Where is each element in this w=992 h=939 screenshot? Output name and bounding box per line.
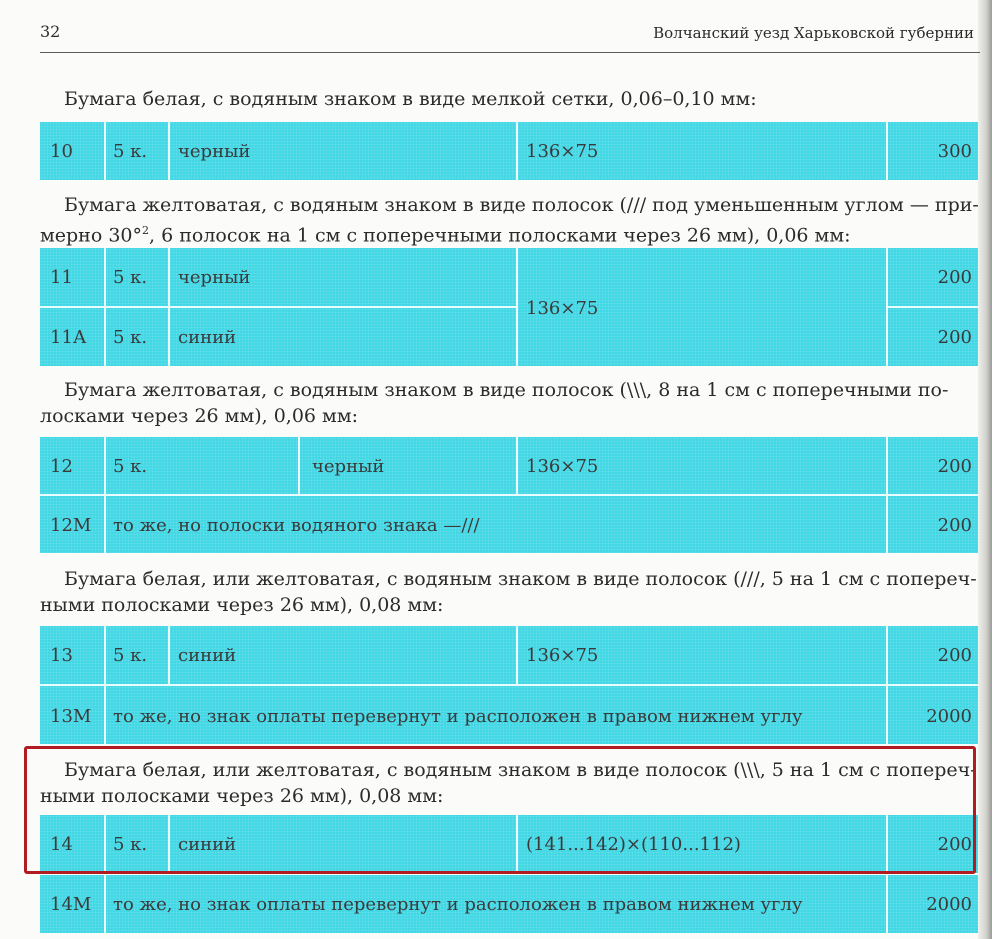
description-line: Бумага белая, или желтоватая, с водяным знаком в виде полосок (///, 5 на 1 см с попереч- bbox=[64, 568, 977, 590]
circulation: 200 bbox=[937, 456, 972, 477]
stamp-color: черный bbox=[178, 141, 251, 162]
circulation: 200 bbox=[937, 267, 972, 288]
description-line: ными полосками через 26 мм), 0,08 мм: bbox=[40, 785, 444, 807]
circulation: 200 bbox=[937, 327, 972, 348]
section-3-description bbox=[40, 377, 980, 429]
face-value: 5 к. bbox=[113, 267, 148, 288]
stamp-table-13 bbox=[40, 626, 978, 744]
stamp-size: 136×75 bbox=[526, 456, 599, 477]
description-line: Бумага белая, с водяным знаком в виде мелкой сетки, 0,06–0,10 мм: bbox=[64, 88, 757, 110]
catalog-number: 11А bbox=[50, 327, 87, 348]
stamp-color: черный bbox=[178, 267, 251, 288]
face-value: 5 к. bbox=[113, 645, 148, 666]
stamp-color: черный bbox=[312, 456, 385, 477]
stamp-color: синий bbox=[178, 834, 237, 855]
stamp-color: синий bbox=[178, 327, 237, 348]
catalog-number: 11 bbox=[50, 267, 73, 288]
circulation: 200 bbox=[937, 645, 972, 666]
catalog-number: 13 bbox=[50, 645, 73, 666]
circulation: 200 bbox=[937, 834, 972, 855]
stamp-size: (141...142)×(110...112) bbox=[526, 834, 741, 855]
stamp-table-14m bbox=[40, 875, 978, 933]
page-edge-shadow bbox=[978, 0, 992, 939]
catalog-number: 14М bbox=[50, 894, 92, 915]
description-line: Бумага желтоватая, с водяным знаком в виде полосок (/// под уменьшенным углом — при- bbox=[64, 194, 979, 216]
footnote-marker: 2 bbox=[142, 224, 150, 237]
description-line: , 6 полосок на 1 см с поперечными полосками через 26 мм), 0,06 мм: bbox=[149, 224, 851, 247]
highlight-box bbox=[24, 746, 976, 874]
stamp-size: 136×75 bbox=[526, 141, 599, 162]
catalog-number: 12 bbox=[50, 456, 73, 477]
circulation: 300 bbox=[937, 141, 972, 162]
section-2-description bbox=[40, 192, 980, 248]
page-number: 32 bbox=[40, 22, 61, 41]
catalog-number: 14 bbox=[50, 834, 73, 855]
description-line: мерно 30° bbox=[40, 224, 143, 247]
stamp-size: 136×75 bbox=[526, 645, 599, 666]
face-value: 5 к. bbox=[113, 456, 148, 477]
description-line: ными полосками через 26 мм), 0,08 мм: bbox=[40, 594, 444, 616]
section-4-description bbox=[40, 566, 980, 618]
catalog-number: 12М bbox=[50, 515, 92, 536]
variant-note: то же, но полоски водяного знака —/// bbox=[113, 515, 480, 536]
face-value: 5 к. bbox=[113, 834, 148, 855]
running-title: Волчанский уезд Харьковской губернии bbox=[653, 24, 974, 42]
stamp-size: 136×75 bbox=[526, 298, 599, 319]
circulation: 2000 bbox=[926, 706, 972, 727]
face-value: 5 к. bbox=[113, 327, 148, 348]
circulation: 200 bbox=[937, 515, 972, 536]
section-1-description bbox=[40, 86, 980, 112]
stamp-color: синий bbox=[178, 645, 237, 666]
catalog-number: 10 bbox=[50, 141, 73, 162]
page-header bbox=[0, 0, 992, 60]
description-line: лосками через 26 мм), 0,06 мм: bbox=[40, 405, 359, 427]
stamp-table-12 bbox=[40, 437, 978, 553]
stamp-table-10 bbox=[40, 122, 978, 180]
variant-note: то же, но знак оплаты перевернут и расположен в правом нижнем углу bbox=[113, 894, 803, 915]
description-line: Бумага белая, или желтоватая, с водяным знаком в виде полосок (\\\, 5 на 1 см с попереч- bbox=[64, 759, 977, 781]
header-rule bbox=[40, 52, 980, 53]
description-line: Бумага желтоватая, с водяным знаком в виде полосок (\\\, 8 на 1 см с поперечными по- bbox=[64, 379, 949, 401]
face-value: 5 к. bbox=[113, 141, 148, 162]
circulation: 2000 bbox=[926, 894, 972, 915]
variant-note: то же, но знак оплаты перевернут и расположен в правом нижнем углу bbox=[113, 706, 803, 727]
catalog-number: 13М bbox=[50, 706, 92, 727]
stamp-table-11 bbox=[40, 248, 978, 366]
